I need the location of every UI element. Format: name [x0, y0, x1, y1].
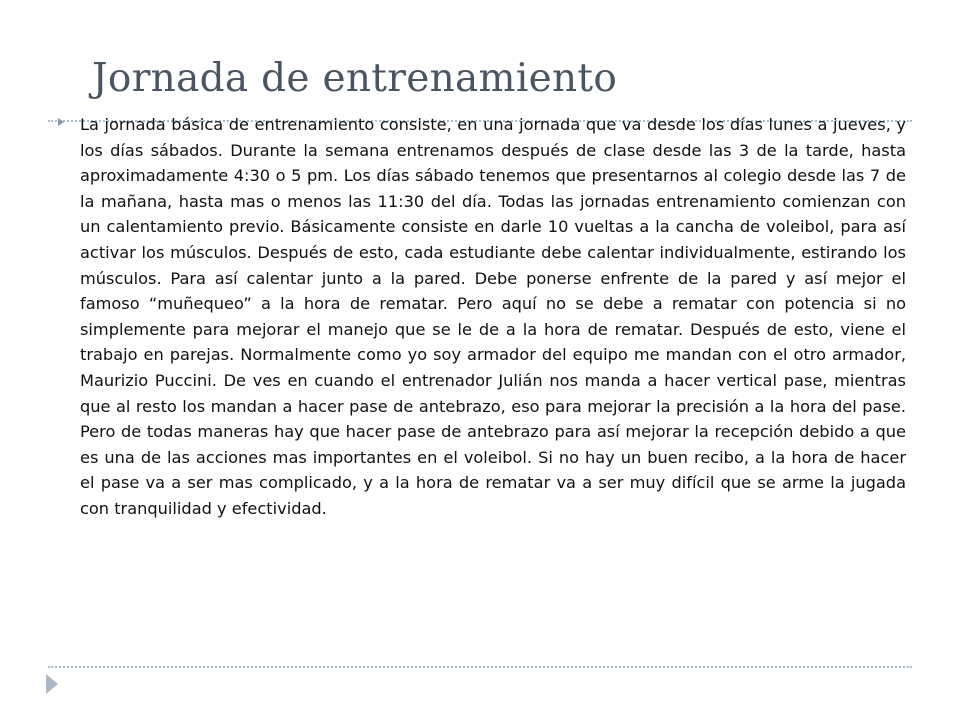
footer-divider	[48, 666, 912, 668]
triangle-bullet-icon	[58, 118, 64, 126]
bullet-item	[58, 112, 906, 522]
bullet-text: La jornada básica de entrenamiento consiste, en una jornada que va desde los días lunes a jueves, y los días sábados. Durante la semana entrenamos después de clase desde las 3 de la tarde, hasta aproximadamente 4:30 o 5 pm. Los días sábado tenemos que presentarnos al colegio desde las 7 de la mañana, hasta mas o menos las 11:30 del día. Todas las jornadas entrenamiento comienzan con un calentamiento previo. Básicamente consiste en darle 10 vueltas a la cancha de voleibol, para así activar los músculos. Después de esto, cada estudiante debe calentar individualmente, estirando los músculos. Para así calentar junto a la pared. Debe ponerse enfrente de la pared y así mejor el famoso “muñequeo” a la hora de rematar. Pero aquí no se debe a rematar con potencia si no simplemente para mejorar el manejo que se le de a la hora de rematar. Después de esto, viene el trabajo en parejas. Normalmente como yo soy armador del equipo me mandan con el otro armador, Maurizio Puccini. De ves en cuando el entrenador Julián nos manda a hacer vertical pase, mientras que al resto los mandan a hacer pase de antebrazo, eso para mejorar la precisión a la hora del pase. Pero de todas maneras hay que hacer pase de antebrazo para así mejorar la recepción debido a que es una de las acciones mas importantes en el voleibol. Si no hay un buen recibo, a la hora de hacer el pase va a ser mas complicado, y a la hora de rematar va a ser muy difícil que se arme la jugada con tranquilidad y efectividad.	[80, 115, 906, 518]
triangle-right-icon[interactable]	[46, 674, 58, 694]
slide-title: Jornada de entrenamiento	[92, 56, 618, 101]
